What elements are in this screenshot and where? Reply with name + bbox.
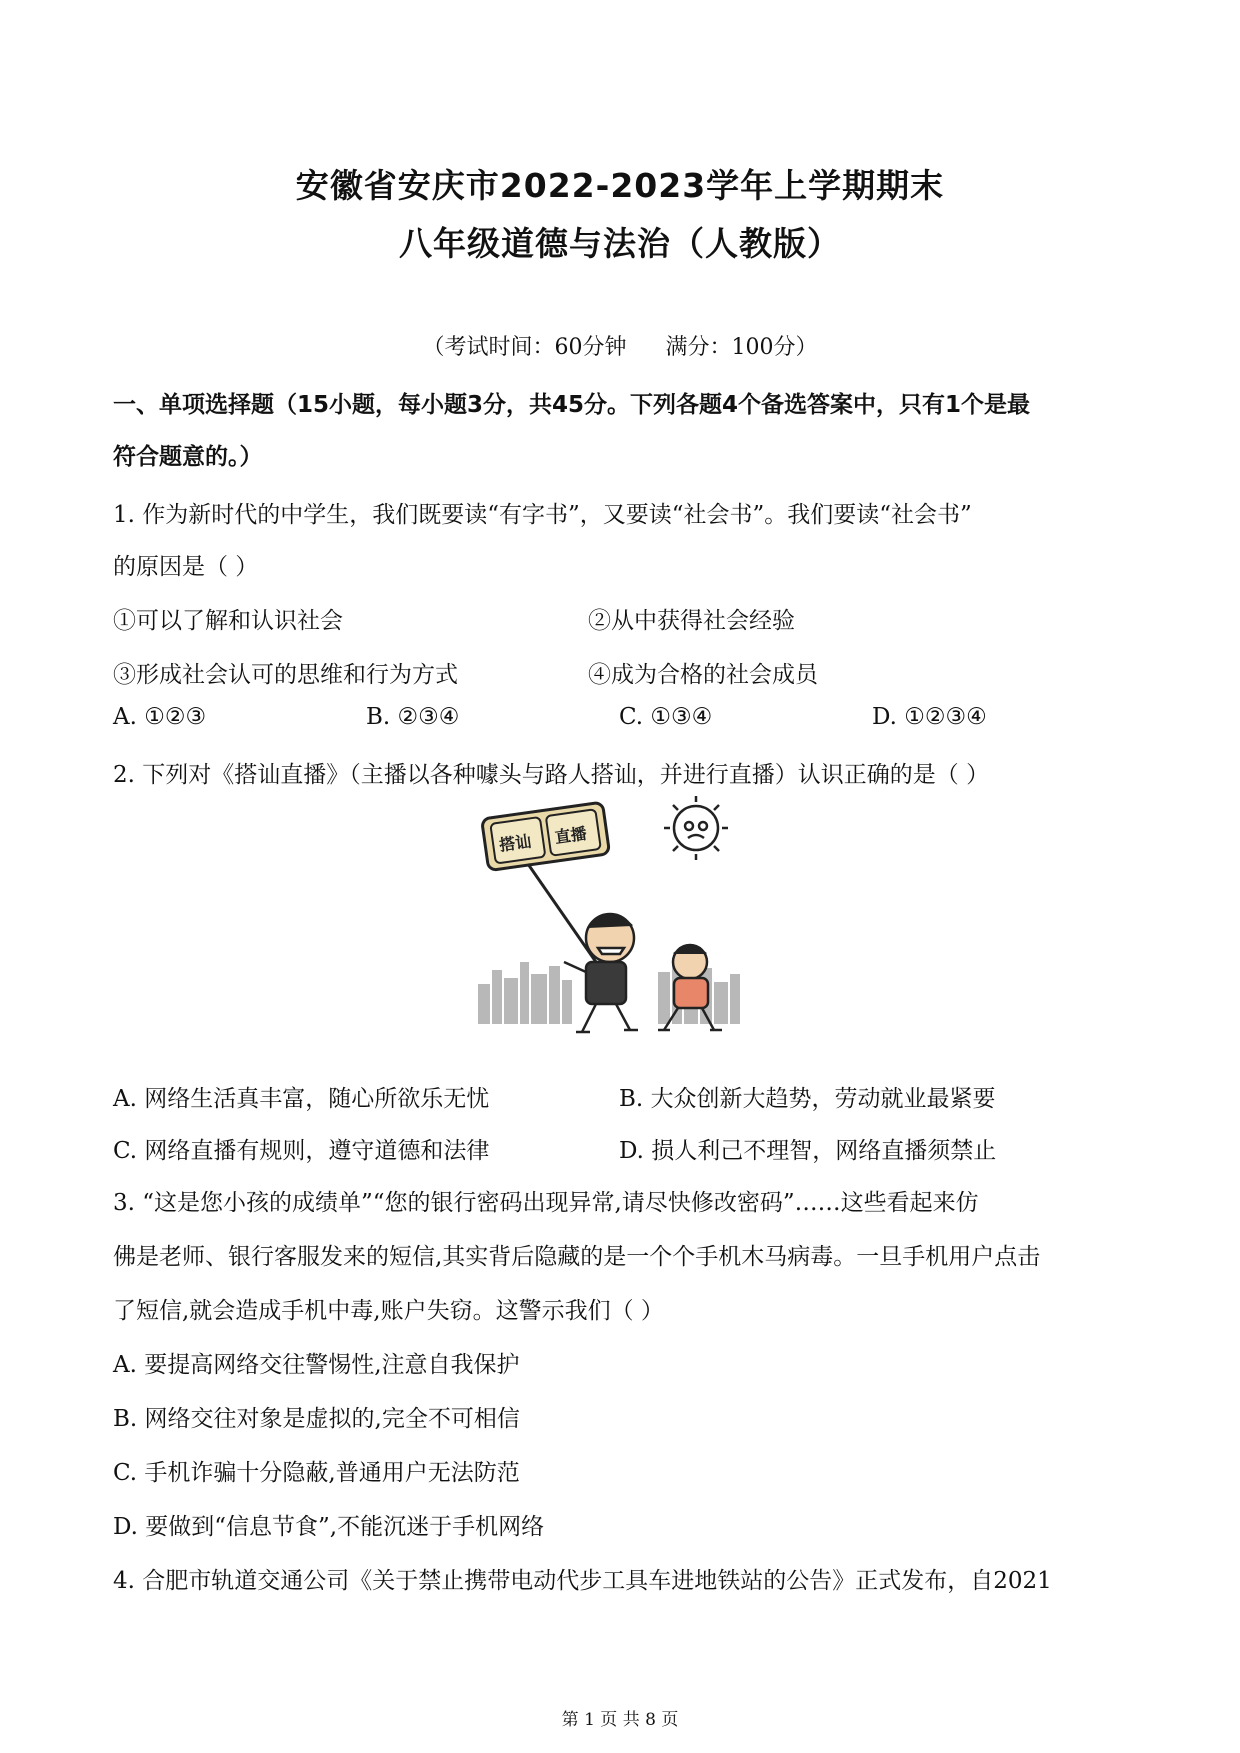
question-1-option-d: D. ①②③④	[872, 704, 987, 730]
live-stream-sign	[482, 802, 610, 870]
question-3-option-a: A. 要提高网络交往警惕性,注意自我保护	[113, 1352, 520, 1378]
question-3-stem-line3: 了短信,就会造成手机中毒,账户失窃。这警示我们（ ）	[113, 1298, 664, 1324]
full-score: 满分：100分）	[665, 335, 818, 360]
question-3-option-c: C. 手机诈骗十分隐蔽,普通用户无法防范	[113, 1460, 520, 1486]
question-1-option-b: B. ②③④	[366, 704, 460, 730]
sign-text-left: 搭讪	[498, 831, 533, 855]
question-1-item-2: ②从中获得社会经验	[588, 608, 795, 634]
question-2-option-d: D. 损人利己不理智，网络直播须禁止	[619, 1138, 997, 1164]
selfie-stick	[528, 864, 596, 962]
exam-title-line2: 八年级道德与法治（人教版）	[399, 224, 841, 263]
question-3-stem-line2: 佛是老师、银行客服发来的短信,其实背后隐藏的是一个个手机木马病毒。一旦手机用户点击	[113, 1244, 1041, 1270]
question-1-option-a: A. ①②③	[113, 704, 207, 730]
question-2-option-c: C. 网络直播有规则，遵守道德和法律	[113, 1138, 490, 1164]
question-1-item-3: ③形成社会认可的思维和行为方式	[113, 662, 458, 688]
exam-meta	[0, 330, 1240, 361]
question-2-stem: 2. 下列对《搭讪直播》（主播以各种噱头与路人搭讪，并进行直播）认识正确的是（ ）	[113, 762, 990, 788]
question-1-stem-line1: 1. 作为新时代的中学生，我们既要读“有字书”，又要读“社会书”。我们要读“社会书”	[113, 502, 972, 528]
section-heading-line2: 符合题意的。）	[113, 444, 263, 470]
question-2-cartoon	[478, 792, 758, 1044]
question-2-option-a: A. 网络生活真丰富，随心所欲乐无忧	[113, 1086, 490, 1112]
question-3-option-b: B. 网络交往对象是虚拟的,完全不可相信	[113, 1406, 520, 1432]
question-1-item-1: ①可以了解和认识社会	[113, 608, 343, 634]
question-3-stem-line1: 3. “这是您小孩的成绩单”“您的银行密码出现异常,请尽快修改密码”……这些看起来仿	[113, 1190, 979, 1216]
sun-icon	[664, 796, 728, 860]
question-4-stem-line1: 4. 合肥市轨道交通公司《关于禁止携带电动代步工具车进地铁站的公告》正式发布，自2021	[113, 1568, 1052, 1594]
sign-text-right: 直播	[553, 823, 588, 848]
page-footer: 第 1 页 共 8 页	[561, 1710, 679, 1730]
question-1-option-c: C. ①③④	[619, 704, 713, 730]
question-1-item-4: ④成为合格的社会成员	[588, 662, 818, 688]
exam-time: （考试时间：60分钟	[422, 335, 627, 360]
question-2-option-b: B. 大众创新大趋势，劳动就业最紧要	[619, 1086, 996, 1112]
question-3-option-d: D. 要做到“信息节食”,不能沉迷于手机网络	[113, 1514, 545, 1540]
exam-title-line1: 安徽省安庆市2022-2023学年上学期期末	[295, 166, 945, 205]
section-heading-line1: 一、单项选择题（15小题，每小题3分，共45分。下列各题4个备选答案中，只有1个是最	[113, 392, 1031, 418]
question-1-stem-line2: 的原因是（ ）	[113, 554, 259, 580]
